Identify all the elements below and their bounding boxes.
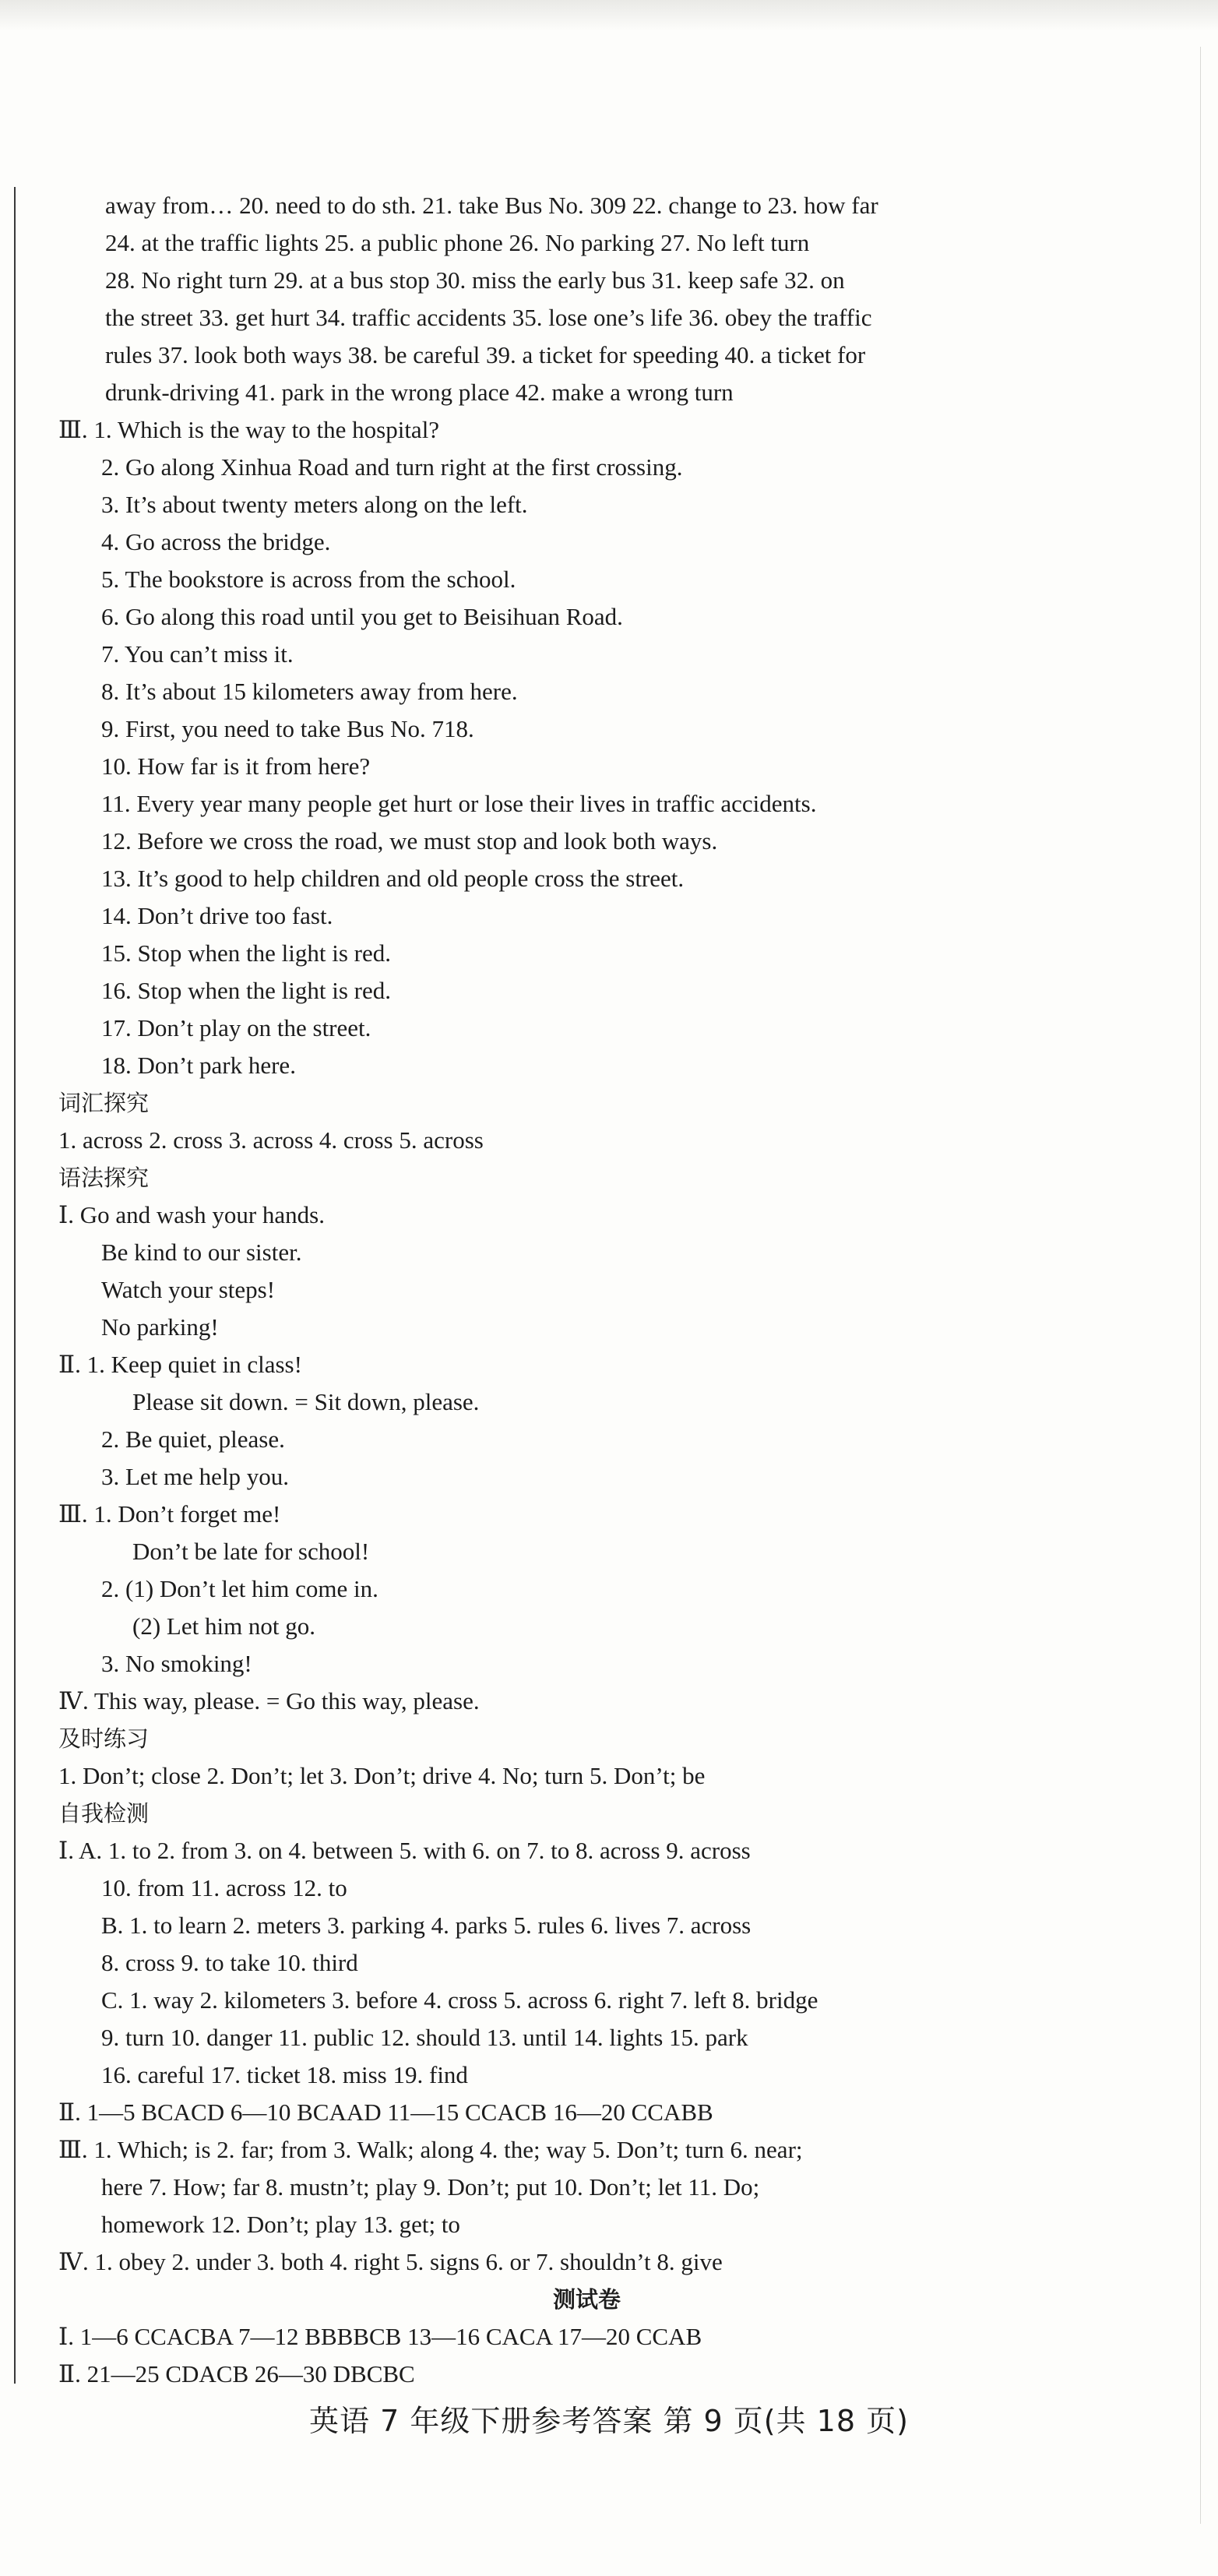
answer-line: Ⅳ. This way, please. = Go this way, please. [58,1687,480,1714]
answer-line: B. 1. to learn 2. meters 3. parking 4. parks 5. rules 6. lives 7. across [101,1912,752,1939]
answer-line: 3. Let me help you. [101,1463,290,1490]
section-heading: 语法探究 [58,1165,150,1191]
answer-line: 3. No smoking! [101,1650,252,1677]
answer-line: 16. Stop when the light is red. [101,977,391,1004]
answer-line: 15. Stop when the light is red. [101,939,391,967]
answer-line: (2) Let him not go. [132,1612,316,1640]
answer-line: rules 37. look both ways 38. be careful 39. a ticket for speeding 40. a ticket for [105,341,866,368]
answer-line: drunk-driving 41. park in the wrong place 42. make a wrong turn [105,379,734,406]
test-section-title: 测试卷 [553,2286,621,2313]
answer-line: 9. turn 10. danger 11. public 12. should 13. until 14. lights 15. park [101,2024,748,2051]
answer-line: 24. at the traffic lights 25. a public phone 26. No parking 27. No left turn [105,229,810,256]
answer-line: Ⅰ. 1—6 CCACBA 7—12 BBBBCB 13—16 CACA 17—20 CCAB [58,2323,702,2350]
answer-line: 28. No right turn 29. at a bus stop 30. miss the early bus 31. keep safe 32. on [105,266,845,294]
page-edge [1200,47,1201,2524]
answer-line: 16. careful 17. ticket 18. miss 19. find [101,2061,468,2088]
answer-line: 2. Go along Xinhua Road and turn right at the first crossing. [101,453,683,481]
answer-line: homework 12. Don’t; play 13. get; to [101,2211,460,2238]
answer-line: the street 33. get hurt 34. traffic accidents 35. lose one’s life 36. obey the traffic [105,304,872,331]
answer-line: 2. Be quiet, please. [101,1425,285,1453]
answer-line: Be kind to our sister. [101,1239,302,1266]
answer-line: 5. The bookstore is across from the school. [101,566,516,593]
answer-line: Watch your steps! [101,1276,276,1303]
answer-line: 18. Don’t park here. [101,1052,296,1079]
section-heading: 自我检测 [58,1800,150,1827]
answer-line: 6. Go along this road until you get to Beisihuan Road. [101,603,623,630]
binding-margin-rule [14,187,16,2384]
answer-line: Don’t be late for school! [132,1538,370,1565]
answer-line: 8. cross 9. to take 10. third [101,1949,358,1976]
answer-line: Ⅱ. 1—5 BCACD 6—10 BCAAD 11—15 CCACB 16—20 CCABB [58,2099,713,2126]
section-heading: 词汇探究 [58,1090,150,1116]
answer-line: Ⅰ. A. 1. to 2. from 3. on 4. between 5. with 6. on 7. to 8. across 9. across [58,1837,751,1864]
answer-line: here 7. How; far 8. mustn’t; play 9. Don’t; put 10. Don’t; let 11. Do; [101,2173,760,2201]
answer-line: 7. You can’t miss it. [101,640,294,668]
answer-line: 14. Don’t drive too fast. [101,902,333,929]
section-heading: 及时练习 [58,1725,150,1752]
answer-line: No parking! [101,1313,219,1341]
answer-line: 17. Don’t play on the street. [101,1014,371,1041]
answer-line: Please sit down. = Sit down, please. [132,1388,480,1415]
answer-line: 1. across 2. cross 3. across 4. cross 5. across [58,1126,484,1154]
answer-line: 13. It’s good to help children and old people cross the street. [101,865,685,892]
answer-line: 9. First, you need to take Bus No. 718. [101,715,474,742]
answer-line: 10. from 11. across 12. to [101,1874,347,1901]
answer-line: 2. (1) Don’t let him come in. [101,1575,378,1602]
answer-line: 10. How far is it from here? [101,752,371,780]
answer-line: Ⅲ. 1. Don’t forget me! [58,1500,281,1528]
scan-shadow [0,0,1218,31]
answer-line: Ⅲ. 1. Which is the way to the hospital? [58,416,440,443]
answer-line: Ⅰ. Go and wash your hands. [58,1201,325,1228]
answer-line: 11. Every year many people get hurt or lose their lives in traffic accidents. [101,790,817,817]
answer-line: Ⅱ. 1. Keep quiet in class! [58,1351,302,1378]
answer-line: C. 1. way 2. kilometers 3. before 4. cross 5. across 6. right 7. left 8. bridge [101,1986,818,2014]
page-footer: 英语 7 年级下册参考答案 第 9 页(共 18 页) [309,2404,909,2438]
answer-line: Ⅲ. 1. Which; is 2. far; from 3. Walk; along 4. the; way 5. Don’t; turn 6. near; [58,2136,803,2163]
answer-line: 4. Go across the bridge. [101,528,331,555]
answer-line: 8. It’s about 15 kilometers away from here. [101,678,518,705]
answer-line: 3. It’s about twenty meters along on the left. [101,491,528,518]
answer-line: 12. Before we cross the road, we must stop and look both ways. [101,827,718,855]
answer-line: Ⅱ. 21—25 CDACB 26—30 DBCBC [58,2360,415,2387]
answer-line: Ⅳ. 1. obey 2. under 3. both 4. right 5. signs 6. or 7. shouldn’t 8. give [58,2248,723,2275]
answer-line: 1. Don’t; close 2. Don’t; let 3. Don’t; drive 4. No; turn 5. Don’t; be [58,1762,706,1789]
answer-line: away from… 20. need to do sth. 21. take Bus No. 309 22. change to 23. how far [105,192,878,219]
